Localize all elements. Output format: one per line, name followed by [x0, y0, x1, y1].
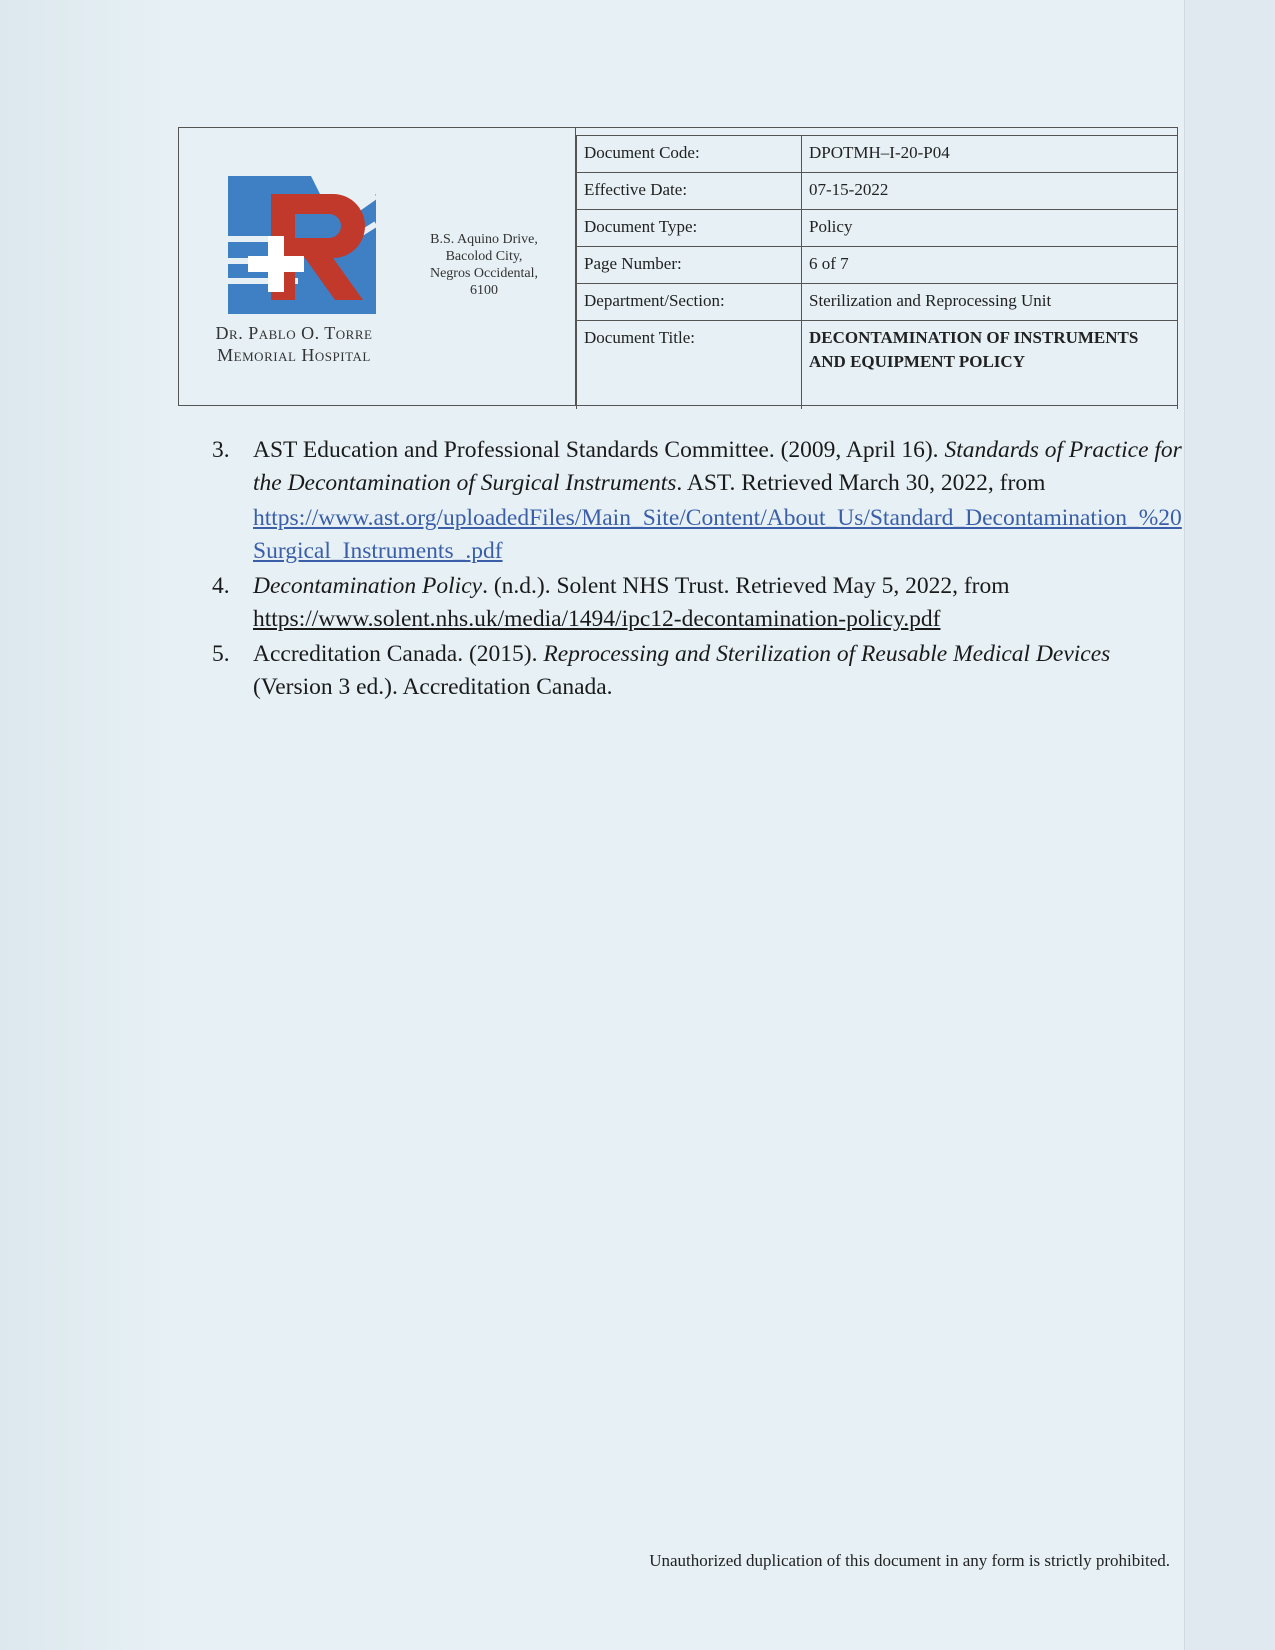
reference-number: 4.	[212, 573, 230, 599]
meta-row-department	[577, 284, 1178, 321]
reference-body	[253, 434, 1182, 568]
reference-text: (Version 3 ed.). Accreditation Canada.	[253, 674, 613, 700]
meta-label: Document Title:	[577, 321, 802, 410]
address-line4: 6100	[470, 283, 498, 298]
address-line1: B.S. Aquino Drive,	[430, 232, 538, 247]
page-shadow-left	[0, 0, 170, 1650]
reference-item	[212, 638, 1182, 704]
reference-text: . AST. Retrieved March 30, 2022, from	[676, 470, 1046, 496]
reference-title: Reprocessing and Sterilization of Reusable Medical Devices	[543, 641, 1111, 667]
meta-row-type	[577, 210, 1178, 247]
hospital-identity	[179, 128, 576, 405]
reference-item	[212, 434, 1182, 568]
reference-title: Standards of Practice for the Decontamination of Surgical Instruments	[253, 437, 1182, 496]
meta-label: Document Type:	[577, 210, 802, 247]
address-line3: Negros Occidental,	[429, 266, 539, 281]
meta-row-page-number	[577, 247, 1178, 284]
document-header	[178, 127, 1178, 406]
reference-body	[253, 570, 1182, 636]
hospital-name-line1: Dr. Pablo O. Torre	[215, 323, 373, 343]
footer-disclaimer: Unauthorized duplication of this document in any form is strictly prohibited.	[649, 1551, 1170, 1570]
meta-value: DPOTMH–I-20-P04	[802, 136, 1178, 173]
reference-title: Decontamination Policy	[253, 573, 483, 599]
meta-value: Sterilization and Reprocessing Unit	[802, 284, 1178, 321]
reference-item	[212, 570, 1182, 636]
reference-link[interactable]: https://www.solent.nhs.uk/media/1494/ipc12-decontamination-policy.pdf	[253, 606, 941, 632]
meta-row-code	[577, 136, 1178, 173]
reference-link[interactable]: https://www.ast.org/uploadedFiles/Main_Site/Content/About_Us/Standard_Decontamination_%20Surgical_Instruments_.pdf	[253, 505, 1182, 564]
meta-label: Effective Date:	[577, 173, 802, 210]
page-shadow-right	[1184, 0, 1275, 1650]
meta-value: 07-15-2022	[802, 173, 1178, 210]
reference-number: 3.	[212, 437, 230, 463]
hospital-address	[409, 231, 559, 299]
document-title: DECONTAMINATION OF INSTRUMENTS AND EQUIPMENT POLICY	[802, 321, 1178, 410]
hospital-cross-r-logo-icon	[216, 166, 376, 316]
reference-text: Accreditation Canada. (2015).	[253, 641, 544, 667]
meta-value: 6 of 7	[802, 247, 1178, 284]
reference-body	[253, 638, 1182, 704]
reference-text: . (n.d.). Solent NHS Trust. Retrieved May 5, 2022, from	[482, 573, 1010, 599]
meta-label: Page Number:	[577, 247, 802, 284]
meta-row-effective-date	[577, 173, 1178, 210]
hospital-name-line2: Memorial Hospital	[217, 345, 371, 365]
hospital-name	[179, 322, 409, 366]
meta-value: Policy	[802, 210, 1178, 247]
reference-number: 5.	[212, 641, 230, 667]
meta-row-title	[577, 321, 1178, 410]
address-line2: Bacolod City,	[445, 249, 523, 264]
reference-text: AST Education and Professional Standards Committee. (2009, April 16).	[253, 437, 945, 463]
meta-label: Document Code:	[577, 136, 802, 173]
reference-list	[212, 434, 1182, 706]
meta-label: Department/Section:	[577, 284, 802, 321]
document-meta-table	[576, 135, 1178, 409]
